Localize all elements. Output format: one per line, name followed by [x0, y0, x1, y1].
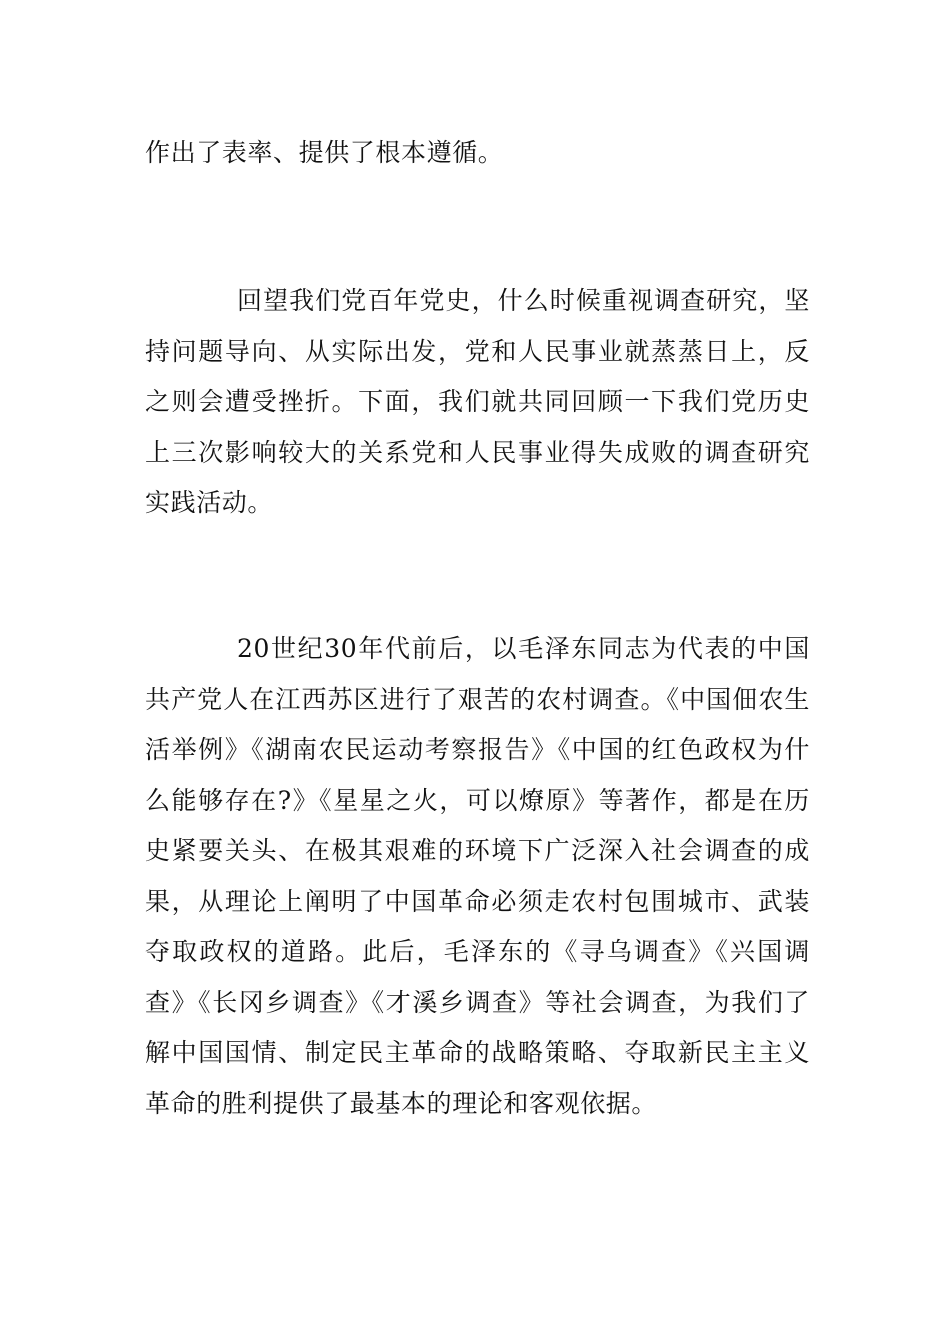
paragraph-rural-survey: 20世纪30年代前后，以毛泽东同志为代表的中国共产党人在江西苏区进行了艰苦的农村调查。《中国佃农生活举例》《湖南农民运动考察报告》《中国的红色政权为什么能够存在?》《星星之火，可以燎原》等著作，都是在历史紧要关头、在极其艰难的环境下广泛深入社会调查的成果，从理论上阐明了中国革命必须走农村包围城市、武装夺取政权的道路。此后，毛泽东的《寻乌调查》《兴国调查》《长冈乡调查》《才溪乡调查》等社会调查，为我们了解中国国情、制定民主革命的战略策略、夺取新民主主义革命的胜利提供了最基本的理论和客观依据。 [145, 634, 810, 1118]
paragraph-party-history: 回望我们党百年党史，什么时候重视调查研究，坚持问题导向、从实际出发，党和人民事业就蒸蒸日上，反之则会遭受挫折。下面，我们就共同回顾一下我们党历史上三次影响较大的关系党和人民事业得失成败的调查研究实践活动。 [145, 286, 810, 517]
paragraph-continuation: 作出了表率、提供了根本遵循。 [145, 138, 504, 167]
